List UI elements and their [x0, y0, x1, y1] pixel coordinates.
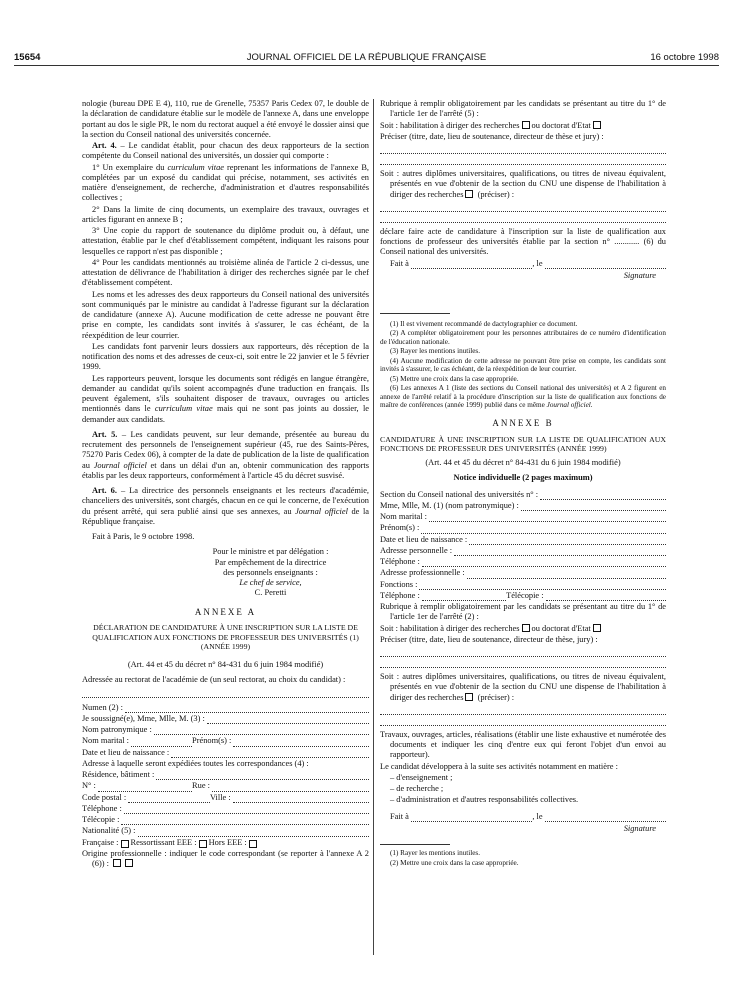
soit-autres-diplomes: Soit : autres diplômes universitaires, qualifications, ou titres de niveau équivalent, présentés en vue d'obtenir de la section du CNU une dispense de l'habilitation à diriger des recherches (préciser) :	[380, 169, 666, 199]
b-telephone-field[interactable]: Téléphone :	[380, 557, 666, 567]
adressee-field[interactable]	[82, 687, 369, 698]
diplomes-line-2[interactable]	[380, 212, 666, 223]
diplomes-line-1[interactable]	[380, 201, 666, 212]
item-1	[82, 163, 369, 204]
footnotes-b	[380, 849, 666, 867]
paragraph-language-italic: curriculum vitae	[154, 404, 213, 414]
b-diplomes-line-2[interactable]	[380, 715, 666, 726]
b-recherche-item: – de recherche ;	[390, 784, 444, 794]
column-divider	[373, 99, 374, 955]
ressortissant-eee-checkbox[interactable]	[199, 840, 207, 848]
page-header	[14, 52, 719, 66]
preciser-text: Préciser (titre, date, lieu de soutenance, directeur de thèse et jury) :	[380, 131, 604, 141]
numen-field[interactable]: Numen (2) :	[82, 703, 369, 713]
nationalite-options: Française : Ressortissant EEE : Hors EEE :	[82, 838, 369, 848]
article-5-label: Art. 5.	[92, 429, 118, 439]
origine-professionnelle: Origine professionnelle : indiquer le code correspondant (se reporter à l'annexe A 2 (6)) :	[82, 848, 369, 869]
issue-date: 16 octobre 1998	[650, 52, 719, 63]
adressee-line: Adressée au rectorat de l'académie de (un seul rectorat, au choix du candidat) :	[82, 675, 346, 685]
b-preciser-line-2[interactable]	[380, 657, 666, 668]
code-postal-ville-field[interactable]: Code postal : Ville :	[82, 793, 369, 803]
annex-b-heading: ANNEXE B	[492, 417, 554, 428]
item-1-italic: curriculum vitae	[167, 162, 224, 172]
francaise-checkbox[interactable]	[121, 840, 129, 848]
rubrique-text: Rubrique à remplir obligatoirement par les candidats se présentant au titre du 1° de l'article 1er de l'arrêté (5) :	[380, 99, 666, 119]
item-3: 3° Une copie du rapport de soutenance du diplôme produit ou, à défaut, une attestation, établie par le chef d'établissement compétent, indiquant les raisons pour lesquelles ce rapport n'est pas disponible ;	[82, 226, 369, 256]
paragraph-language-a: Les rapporteurs peuvent, lorsque les documents sont rédigés en langue étrangère, demander au candidat qu'ils soient accompagnés d'une traduction en français. Ils peuvent également, s'ils souhaitent disposer de travaux, ouvrages ou articles mentionnés dans le	[82, 373, 369, 414]
footnote-4: (4) Aucune modification de cette adresse ne pouvant être prise en compte, les candidats sont invités à s'assurer, le cas échéant, de la réexpédition de leur courrier.	[380, 356, 666, 374]
b-soit-habilitation: Soit : habilitation à diriger des recherches ou doctorat d'Etat	[380, 624, 666, 634]
b-footnote-2: (2) Mettre une croix dans la case appropriée.	[390, 858, 519, 867]
telecopie-field[interactable]: Télécopie :	[82, 815, 369, 825]
b-fonctions-field[interactable]: Fonctions :	[380, 580, 666, 590]
signature-line-4: Le chef de service,	[239, 578, 302, 587]
b-prenom-field[interactable]: Prénom(s) :	[380, 523, 666, 533]
item-2: 2° Dans la limite de cinq documents, un exemplaire des travaux, ouvrages et articles figurant en annexe B ;	[82, 204, 369, 224]
annex-b-title: CANDIDATURE À UNE INSCRIPTION SUR LA LISTE DE QUALIFICATION AUX FONCTIONS DE PROFESSEUR DES UNIVERSITÉS (ANNÉE 1999)	[380, 434, 666, 453]
page-number: 15654	[14, 52, 41, 63]
annex-b-decree: (Art. 44 et 45 du décret n° 84-431 du 6 juin 1984 modifié)	[425, 458, 621, 468]
article-4-label: Art. 4.	[92, 141, 117, 150]
date-naissance-field[interactable]: Date et lieu de naissance :	[82, 748, 369, 758]
b-doctorat-checkbox[interactable]	[593, 624, 601, 632]
article-6	[82, 486, 369, 527]
article-5-a: – Les candidats peuvent, sur leur demande, présentée au bureau du recrutement des personnels de l'enseignement supérieur (45, rue des Saints-Pères, 75270 Paris Cedex 06), à compter de la date de publication de la liste de qualification au	[82, 429, 369, 470]
preciser-line-1[interactable]	[380, 143, 666, 154]
b-rubrique-text: Rubrique à remplir obligatoirement par les candidats se présentant au titre du 1° de l'article 1er de l'arrêté (2) :	[380, 602, 666, 622]
b-preciser-line-1[interactable]	[380, 646, 666, 657]
article-6-a: – La directrice des personnels enseignants et les recteurs d'académie, chanceliers des universités, sont chargés, chacun en ce qui le concerne, de l'exécution du présent arrêté, qui sera publié ainsi que ses annexes, au	[82, 486, 369, 516]
b-administration-item: – d'administration et d'autres responsabilités collectives.	[390, 795, 579, 805]
fait-a-field[interactable]: Fait à , le	[380, 259, 666, 269]
nationalite-field[interactable]: Nationalité (5) :	[82, 826, 369, 836]
done-at: Fait à Paris, le 9 octobre 1998.	[92, 532, 195, 541]
annex-a-heading: ANNEXE A	[194, 606, 257, 617]
b-nom-marital-field[interactable]: Nom marital :	[380, 512, 666, 522]
signature-line-1: Pour le ministre et par délégation :	[212, 547, 329, 557]
b-adresse-pro-field[interactable]: Adresse professionnelle :	[380, 568, 666, 578]
habilitation-checkbox[interactable]	[522, 121, 530, 129]
item-1-a: 1° Un exemplaire du	[92, 162, 168, 172]
article-6-label: Art. 6.	[92, 486, 117, 495]
residence-field[interactable]: Résidence, bâtiment :	[82, 770, 369, 780]
doctorat-checkbox[interactable]	[593, 121, 601, 129]
footnote-2: (2) A compléter obligatoirement pour les personnes attributaires de ce numéro d'identification de l'éducation nationale.	[380, 329, 666, 346]
signature-line-3: des personnels enseignants :	[223, 567, 318, 577]
item-4: 4° Pour les candidats mentionnés au troisième alinéa de l'article 2 ci-dessus, une attestation de délivrance de l'habilitation à diriger des recherches signée par le chef d'établissement compétent.	[82, 257, 369, 288]
origine-code-box-1[interactable]	[113, 859, 121, 867]
paragraph-names: Les noms et les adresses des deux rapporteurs du Conseil national des universités sont communiqués par le ministre au candidat à l'adresse figurant sur la déclaration de candidature (annexe A). Aucune modification de cette adresse ne pouvant être prise en compte, les candidats sont invités à s'assurer, le cas échéant, de la réexpédition de leur courrier.	[82, 289, 369, 340]
intro-paragraph: nologie (bureau DPE E 4), 110, rue de Grenelle, 75357 Paris Cedex 07, le double de la déclaration de candidature établie sur le modèle de l'annexe A, dans une enveloppe portant au dos le sigle PR, le nom du rectorat auquel a été envoyé le dossier ainsi que la section du Conseil national des universités concernée.	[82, 99, 369, 139]
annex-a-title: DÉCLARATION DE CANDIDATURE À UNE INSCRIPTION SUR LA LISTE DE QUALIFICATION AUX FONCTIONS DE PROFESSEUR DES UNIVERSITÉS (1) (ANNÉE 1999)	[92, 623, 359, 651]
nom-patronymique-field[interactable]: Nom patronymique :	[82, 725, 369, 735]
signature-line-2: Par empêchement de la directrice	[214, 557, 327, 567]
signature-block	[172, 547, 369, 598]
b-footnote-separator	[380, 844, 450, 845]
declaration-text: déclare faire acte de candidature à l'inscription sur la liste de qualification aux fonctions de professeur des universités établie par la section n° ............ (6) du Conseil national des universités.	[380, 226, 666, 257]
annex-a-decree: (Art. 44 et 45 du décret n° 84-431 du 6 juin 1984 modifié)	[127, 660, 324, 670]
b-footnote-1: (1) Rayer les mentions inutiles.	[390, 849, 481, 858]
signature-label: Signature	[623, 270, 656, 280]
article-5-b: et dans un délai d'un an, obtenir communication des rapports établis par les deux rapporteurs, conformément à l'article 45 du décret susvisé.	[82, 460, 370, 480]
article-5	[82, 430, 369, 481]
b-habilitation-checkbox[interactable]	[522, 624, 530, 632]
soit-habilitation: Soit : habilitation à diriger des recherches ou doctorat d'Etat	[380, 121, 666, 131]
right-column	[380, 99, 666, 868]
numero-rue-field[interactable]: N° : Rue :	[82, 781, 369, 791]
b-travaux-text: Travaux, ouvrages, articles, réalisations (établir une liste exhaustive et numérotée des documents et indiquer les cinq d'entre eux qui feront l'objet d'un envoi au rapporteur).	[380, 729, 666, 760]
b-date-naissance-field[interactable]: Date et lieu de naissance :	[380, 535, 666, 545]
footnote-1: (1) Il est vivement recommandé de dactylographier ce document.	[390, 320, 578, 328]
b-fait-a-field[interactable]: Fait à , le	[380, 812, 666, 822]
article-4	[82, 141, 369, 162]
item-1-b: reprenant les informations de l'annexe B, complétées par un exposé du candidat qui précise, notamment, ses activités en matière d'enseignement, de recherche, d'administration et d'autres responsabilités collectives ;	[82, 162, 369, 203]
b-soit-autres-diplomes: Soit : autres diplômes universitaires, qualifications, ou titres de niveau équivalent, présentés en vue d'obtenir de la section du CNU une dispense de l'habilitation à diriger des recherches (préciser) :	[380, 672, 666, 702]
footnote-5: (5) Mettre une croix dans la case appropriée.	[390, 374, 519, 383]
left-column	[82, 99, 369, 870]
soussigne-field[interactable]: Je soussigné(e), Mme, Mlle, M. (3) :	[82, 714, 369, 724]
hors-eee-checkbox[interactable]	[249, 840, 257, 848]
b-nom-field[interactable]: Mme, Mlle, M. (1) (nom patronymique) :	[380, 501, 666, 511]
b-diplomes-line-1[interactable]	[380, 704, 666, 715]
b-developpera-text: Le candidat développera à la suite ses activités notamment en matière :	[380, 761, 618, 771]
article-6-b: de la République française.	[82, 506, 369, 526]
signature-name: C. Peretti	[254, 588, 287, 598]
footnote-3: (3) Rayer les mentions inutiles.	[390, 347, 481, 356]
origine-code-box-2[interactable]	[125, 859, 133, 867]
b-signature-label: Signature	[623, 823, 656, 833]
article-4-text: – Le candidat établit, pour chacun des deux rapporteurs de la section compétente du Conseil national des universités, un dossier qui comporte :	[82, 141, 369, 161]
paragraph-language-b: mais qui ne sont pas joints au dossier, le demander aux candidats.	[82, 404, 369, 424]
telephone-field[interactable]: Téléphone :	[82, 804, 369, 814]
preciser-line-2[interactable]	[380, 154, 666, 165]
dispense-checkbox[interactable]	[465, 190, 473, 198]
article-5-italic: Journal officiel	[93, 460, 147, 470]
article-6-italic: Journal officiel	[295, 506, 348, 516]
paragraph-send: Les candidats font parvenir leurs dossiers aux rapporteurs, dès réception de la notification des noms et des adresses de ceux-ci, soit entre le 22 janvier et le 5 février 1999.	[82, 341, 369, 372]
b-section-field[interactable]: Section du Conseil national des universités n° :	[380, 490, 666, 500]
b-telephone-telecopie-field[interactable]: Téléphone : Télécopie :	[380, 591, 666, 601]
footnotes-a	[380, 320, 666, 410]
journal-title: JOURNAL OFFICIEL DE LA RÉPUBLIQUE FRANÇAISE	[246, 52, 487, 63]
nom-marital-field[interactable]: Nom marital : Prénom(s) :	[82, 736, 369, 746]
b-enseignement-item: – d'enseignement ;	[390, 772, 453, 782]
paragraph-language	[82, 374, 369, 425]
footnote-separator	[380, 313, 450, 314]
b-preciser-text: Préciser (titre, date, lieu de soutenance, directeur de thèse, jury) :	[380, 634, 598, 644]
b-adresse-perso-field[interactable]: Adresse personnelle :	[380, 546, 666, 556]
notice-heading: Notice individuelle (2 pages maximum)	[453, 473, 593, 483]
b-dispense-checkbox[interactable]	[465, 693, 473, 701]
adresse-field[interactable]: Adresse à laquelle seront expédiées toutes les correspondances (4) :	[82, 758, 309, 768]
footnote-6: (6) Les annexes A 1 (liste des sections du Conseil national des universités) et A 2 figurent en annexe de l'arrêté relatif à la procédure d'inscription sur la liste de qualification aux fonctions de maître de conférences (année 1999) publié dans ce même Journal officiel.	[380, 384, 666, 410]
